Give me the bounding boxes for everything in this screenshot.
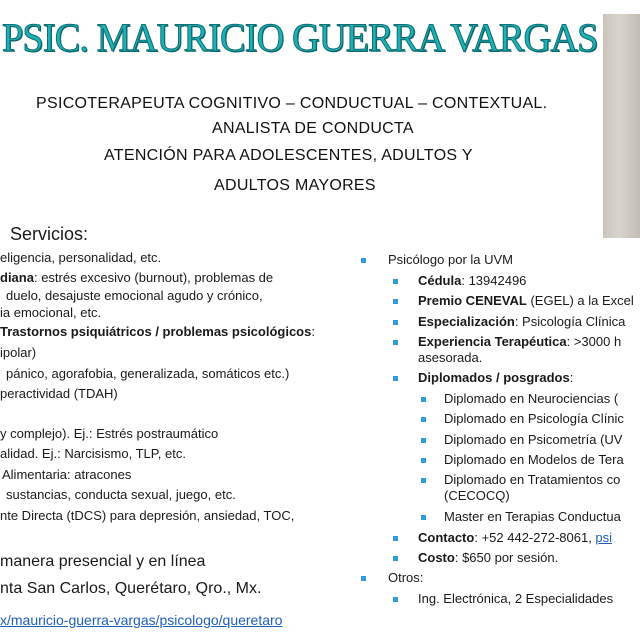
diploma-item: Diplomado en Neurociencias ( bbox=[444, 391, 619, 406]
service-line: sustancias, conducta sexual, juego, etc. bbox=[6, 487, 236, 502]
service-location: nta San Carlos, Querétaro, Qro., Mx. bbox=[0, 580, 262, 597]
service-line-text: : bbox=[311, 324, 315, 339]
diploma-item: Diplomado en Psicometría (UV bbox=[444, 432, 623, 447]
contact-line bbox=[418, 530, 612, 545]
bullet-icon bbox=[393, 536, 398, 541]
diploma-item: Diplomado en Psicología Clínic bbox=[444, 411, 624, 426]
experience-value: : >3000 h bbox=[566, 334, 622, 349]
specialization-value: : Psicología Clínica bbox=[514, 314, 626, 329]
bullet-icon bbox=[393, 299, 398, 304]
cedula-value: : 13942496 bbox=[461, 273, 527, 288]
profile-link[interactable]: x/mauricio-guerra-vargas/psicologo/queretaro bbox=[0, 612, 283, 628]
bullet-icon bbox=[421, 458, 426, 463]
subtitle-analyst: ANALISTA DE CONDUCTA bbox=[212, 120, 414, 137]
specialization-label: Especialización bbox=[418, 314, 515, 329]
bullet-icon bbox=[393, 320, 398, 325]
diploma-item: Diplomado en Tratamientos co bbox=[444, 472, 621, 487]
email-link[interactable]: psi bbox=[595, 530, 613, 545]
award-label: Premio CENEVAL bbox=[418, 293, 527, 308]
cedula-line bbox=[418, 273, 526, 288]
service-line: y complejo). Ej.: Estrés postraumático bbox=[0, 426, 219, 441]
contact-label: Contacto bbox=[418, 530, 475, 545]
bullet-icon bbox=[361, 258, 366, 263]
service-line: ipolar) bbox=[0, 345, 37, 360]
service-line-bold: Trastornos psiquiátricos / problemas psicológicos bbox=[0, 324, 312, 339]
subtitle-seniors: ADULTOS MAYORES bbox=[214, 177, 376, 194]
experience-label: Experiencia Terapéutica bbox=[418, 334, 567, 349]
cedula-label: Cédula bbox=[418, 273, 462, 288]
award-line bbox=[418, 293, 634, 308]
diploma-item-cont: (CECOCQ) bbox=[444, 488, 510, 503]
service-line: pánico, agorafobia, generalizada, somáticos etc.) bbox=[6, 366, 290, 381]
bullet-icon bbox=[421, 397, 426, 402]
doctor-name-title: PSIC. MAURICIO GUERRA VARGAS bbox=[2, 15, 598, 60]
cost-label: Costo bbox=[418, 550, 455, 565]
service-line: ia emocional, etc. bbox=[0, 305, 102, 320]
service-line bbox=[0, 270, 273, 285]
credential-main: Psicólogo por la UVM bbox=[388, 252, 513, 267]
bullet-icon bbox=[393, 376, 398, 381]
service-line: peractividad (TDAH) bbox=[0, 386, 118, 401]
experience-cont: asesorada. bbox=[418, 350, 483, 365]
diplomas-label: Diplomados / posgrados bbox=[418, 370, 570, 385]
diploma-item: Master en Terapias Conductua bbox=[444, 509, 621, 524]
diplomas-colon: : bbox=[569, 370, 574, 385]
subtitle-attention: ATENCIÓN PARA ADOLESCENTES, ADULTOS Y bbox=[104, 147, 473, 164]
service-line-bold: diana bbox=[0, 270, 34, 285]
service-line: Alimentaria: atracones bbox=[2, 467, 132, 482]
services-heading: Servicios: bbox=[10, 224, 89, 244]
others-heading: Otros: bbox=[388, 570, 424, 585]
bullet-icon bbox=[421, 417, 426, 422]
bullet-icon bbox=[393, 597, 398, 602]
diplomas-heading bbox=[418, 370, 573, 385]
service-mode: manera presencial y en línea bbox=[0, 553, 206, 570]
diploma-item: Diplomado en Modelos de Tera bbox=[444, 452, 624, 467]
bullet-icon bbox=[421, 515, 426, 520]
bullet-icon bbox=[393, 340, 398, 345]
bullet-icon bbox=[393, 556, 398, 561]
service-line: alidad. Ej.: Narcisismo, TLP, etc. bbox=[0, 446, 186, 461]
service-line: nte Directa (tDCS) para depresión, ansiedad, TOC, bbox=[0, 508, 295, 523]
profile-photo bbox=[603, 14, 640, 238]
service-line bbox=[0, 324, 315, 339]
cost-line bbox=[418, 550, 558, 565]
subtitle-therapist: PSICOTERAPEUTA COGNITIVO – CONDUCTUAL – CONTEXTUAL. bbox=[36, 95, 548, 112]
bullet-icon bbox=[361, 576, 366, 581]
service-line-text: : estrés excesivo (burnout), problemas de bbox=[33, 270, 274, 285]
bullet-icon bbox=[421, 438, 426, 443]
service-line: eligencia, personalidad, etc. bbox=[0, 250, 162, 265]
others-item: Ing. Electrónica, 2 Especialidades bbox=[418, 591, 614, 606]
bullet-icon bbox=[393, 279, 398, 284]
contact-value: : +52 442-272-8061, bbox=[474, 530, 596, 545]
experience-line bbox=[418, 334, 621, 349]
cost-value: : $650 por sesión. bbox=[454, 550, 559, 565]
specialization-line bbox=[418, 314, 625, 329]
bullet-icon bbox=[421, 478, 426, 483]
award-value: (EGEL) a la Excel bbox=[526, 293, 634, 308]
service-line: duelo, desajuste emocional agudo y crónico, bbox=[6, 288, 263, 303]
